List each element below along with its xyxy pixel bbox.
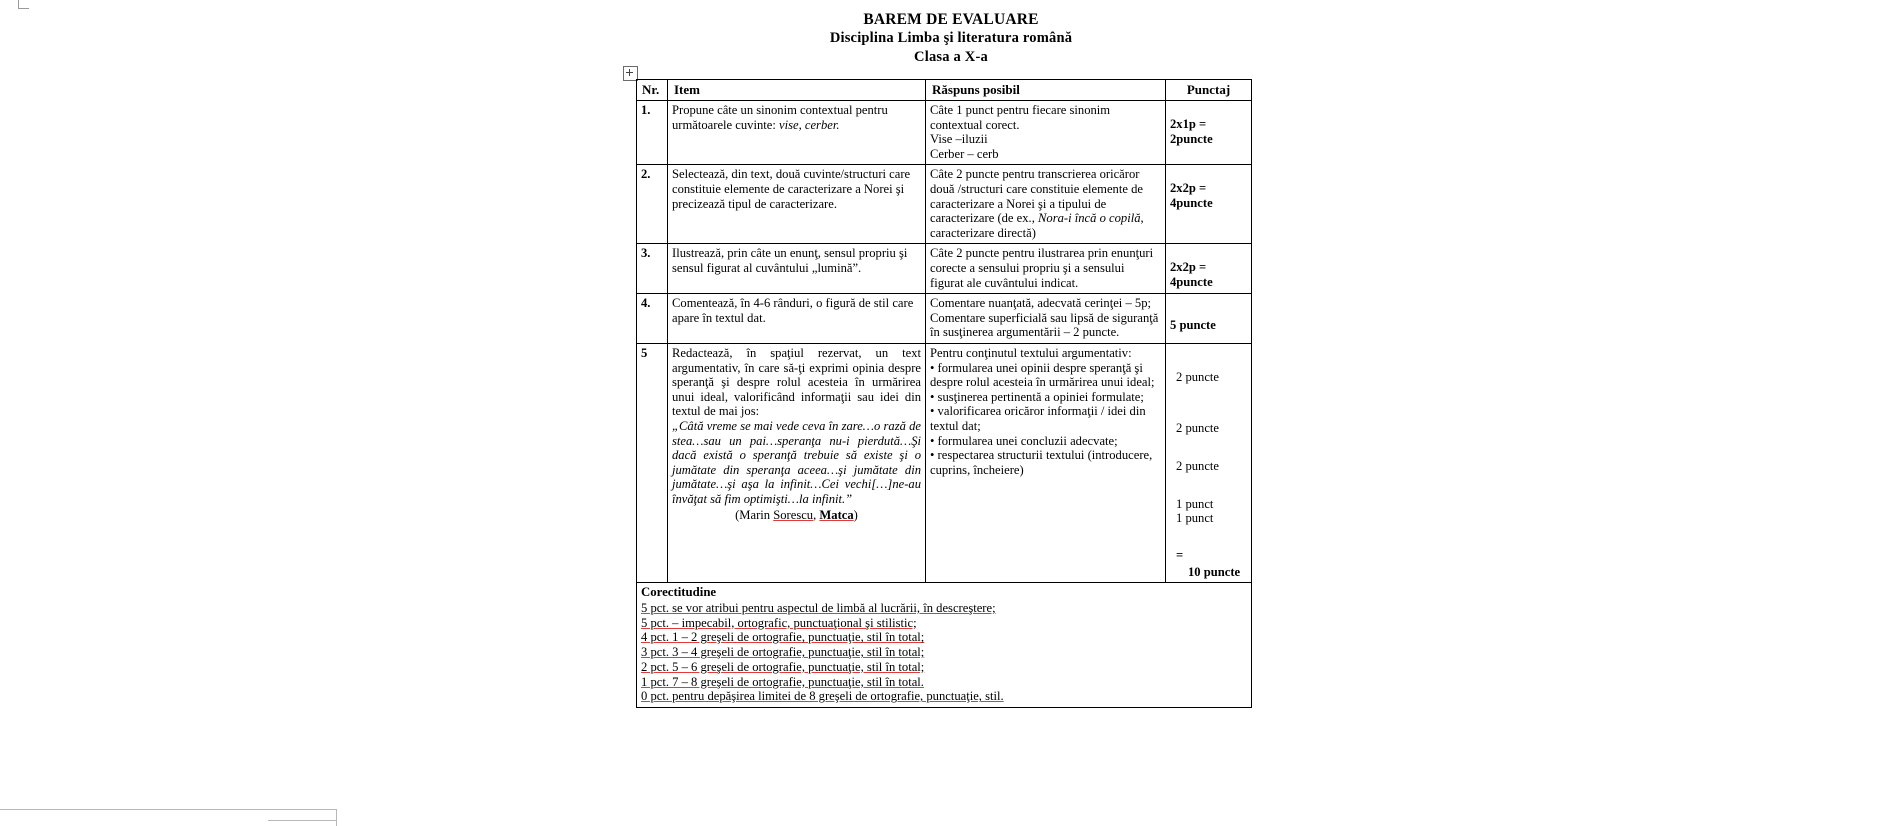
row1-nr: 1.: [637, 101, 668, 165]
row4-raspuns-line-2: Comentare superficială sau lipsă de siguranţă în susţinerea argumentării – 2 puncte.: [930, 310, 1159, 340]
corectitudine-line-7: 0 pct. pentru depăşirea limitei de 8 greşeli de ortografie, punctuaţie, stil.: [641, 689, 1004, 704]
row5-bullet-1: • formularea unei opinii despre speranţă şi despre rolul acesteia în urmărirea unui ideal;: [930, 360, 1155, 390]
table-row: [637, 583, 1252, 708]
row1-item: [668, 101, 926, 165]
row5-raspuns-head: Pentru conţinutul textului argumentativ:: [930, 345, 1132, 360]
row4-nr: 4.: [637, 294, 668, 344]
row5-bullet-3: • valorificarea oricăror informaţii / idei din textul dat;: [930, 404, 1146, 433]
header-cell-punctaj: Punctaj: [1166, 80, 1252, 101]
row3-punctaj-value: 2x2p = 4puncte: [1170, 260, 1213, 290]
row5-punctaj: [1166, 343, 1252, 582]
header-cell-item: Item: [668, 80, 926, 101]
heading-line-3: Clasa a X-a: [914, 49, 988, 65]
row5-source-work: Matca: [819, 507, 854, 522]
heading-line-2: Disciplina Limba şi literatura română: [829, 30, 1073, 46]
row5-punctaj-5: 1 punct: [1176, 511, 1214, 526]
status-bar-fragment-2: [268, 820, 336, 826]
header-cell-nr: Nr.: [637, 80, 668, 101]
table-row: [637, 294, 1252, 344]
row5-punctaj-2: 2 puncte: [1176, 420, 1220, 435]
row4-punctaj-value: 5 puncte: [1170, 318, 1216, 333]
document-heading: [636, 10, 1266, 67]
corectitudine-line-5: 2 pct. 5 – 6 greşeli de ortografie, punctuaţie, stil în total;: [641, 659, 925, 674]
row5-item: [668, 343, 926, 582]
row5-item-text: Redactează, în spaţiul rezervat, un text argumentativ, în care să-ţi exprimi opinia despre speranţă şi despre rolul acesteia în urmărirea unui ideal, valorificând informaţii sau idei din textul de mai jos:: [672, 345, 921, 419]
heading-line-1: BAREM DE EVALUARE: [863, 11, 1039, 28]
row5-source-mid: ,: [813, 507, 820, 522]
table-row: [637, 101, 1252, 165]
corectitudine-line-2: 5 pct. – impecabil, ortografic, punctuaţional şi stilistic;: [641, 615, 917, 630]
row4-raspuns: [926, 294, 1166, 344]
row5-bullet-5: • respectarea structurii textului (introducere, cuprins, încheiere): [930, 448, 1153, 477]
row2-punctaj-value: 2x2p = 4puncte: [1170, 181, 1213, 211]
row2-raspuns-italic: Nora-i încă o copilă: [1038, 211, 1141, 226]
row1-item-italic: vise, cerber.: [779, 117, 840, 132]
row1-punctaj: [1166, 101, 1252, 165]
row3-item: Ilustrează, prin câte un enunţ, sensul propriu şi sensul figurat al cuvântului „lumină”.: [668, 244, 926, 294]
row2-item: Selectează, din text, două cuvinte/structuri care constituie elemente de caracterizare a Norei şi precizează tipul de caracterizare.: [668, 165, 926, 244]
row3-punctaj: [1166, 244, 1252, 294]
row2-punctaj: [1166, 165, 1252, 244]
row4-item: Comentează, în 4-6 rânduri, o figură de stil care apare în textul dat.: [668, 294, 926, 344]
header-cell-raspuns: Răspuns posibil: [926, 80, 1166, 101]
corectitudine-line-1: 5 pct. se vor atribui pentru aspectul de limbă al lucrării, în descreştere;: [641, 600, 996, 615]
corectitudine-title: Corectitudine: [641, 585, 717, 600]
corectitudine-line-3: 4 pct. 1 – 2 greşeli de ortografie, punctuaţie, stil în total;: [641, 630, 925, 645]
table-row: [637, 165, 1252, 244]
row1-raspuns-line-3: Cerber – cerb: [930, 146, 999, 161]
row4-raspuns-line-1: Comentare nuanţată, adecvată cerinţei – 5p;: [930, 296, 1151, 311]
row5-bullet-2: • susţinerea pertinentă a opiniei formulate;: [930, 389, 1144, 404]
barem-table: [636, 79, 1252, 708]
row2-raspuns-pre: Câte 2 puncte pentru transcrierea oricăror două /structuri care constituie elemente de caracterizare a Norei şi a tipului de caracterizare (de ex.,: [930, 167, 1143, 226]
row1-punctaj-value: 2x1p = 2puncte: [1170, 117, 1213, 146]
row1-raspuns-line-1: Câte 1 punct pentru fiecare sinonim contextual corect.: [930, 103, 1111, 132]
row5-source-post: ): [853, 507, 858, 522]
row5-punctaj-4: 1 punct: [1176, 496, 1214, 511]
row2-raspuns: [926, 165, 1166, 244]
row5-source-pre: (Marin: [735, 507, 774, 522]
row5-item-source: [672, 508, 921, 523]
table-row: [637, 343, 1252, 582]
row2-nr: 2.: [637, 165, 668, 244]
row4-punctaj: [1166, 294, 1252, 344]
ruler-corner-marker: [18, 0, 29, 9]
row5-punctaj-total: 10 puncte: [1188, 564, 1241, 579]
row3-nr: 3.: [637, 244, 668, 294]
corectitudine-cell: [637, 583, 1252, 708]
row5-punctaj-equals: =: [1176, 547, 1184, 562]
row1-raspuns-line-2: Vise –iluzii: [930, 132, 988, 147]
corectitudine-line-6: 1 pct. 7 – 8 greşeli de ortografie, punctuaţie, stil în total.: [641, 674, 924, 689]
row5-source-author: Sorescu: [773, 507, 814, 522]
table-row: [637, 244, 1252, 294]
row3-raspuns: Câte 2 puncte pentru ilustrarea prin enunţuri corecte a sensului propriu şi a sensului figurat ale cuvântului indicat.: [926, 244, 1166, 294]
table-header-row: [637, 80, 1252, 101]
row5-punctaj-1: 2 puncte: [1176, 369, 1220, 384]
row5-bullet-4: • formularea unei concluzii adecvate;: [930, 433, 1118, 448]
row1-item-text: Propune câte un sinonim contextual pentru următoarele cuvinte:: [672, 103, 888, 132]
row1-raspuns: [926, 101, 1166, 165]
row5-item-quote: „Câtă vreme se mai vede ceva în zare…o rază de stea…sau un pai…speranţa nu-i pierdută…Şi dacă există o speranţă trebuie să existe şi o jumătate din speranţa aceea…şi jumătate din jumătate…şi aşa la infinit…Cei vechi[…]ne-au învăţat să fim optimişti…la infinit.”: [672, 418, 921, 506]
row2-raspuns-post: , caracterizare directă): [930, 211, 1144, 240]
row5-nr: 5: [637, 343, 668, 582]
corectitudine-line-4: 3 pct. 3 – 4 greşeli de ortografie, punctuaţie, stil în total;: [641, 645, 925, 660]
row5-raspuns: [926, 343, 1166, 582]
row5-punctaj-3: 2 puncte: [1176, 459, 1220, 474]
